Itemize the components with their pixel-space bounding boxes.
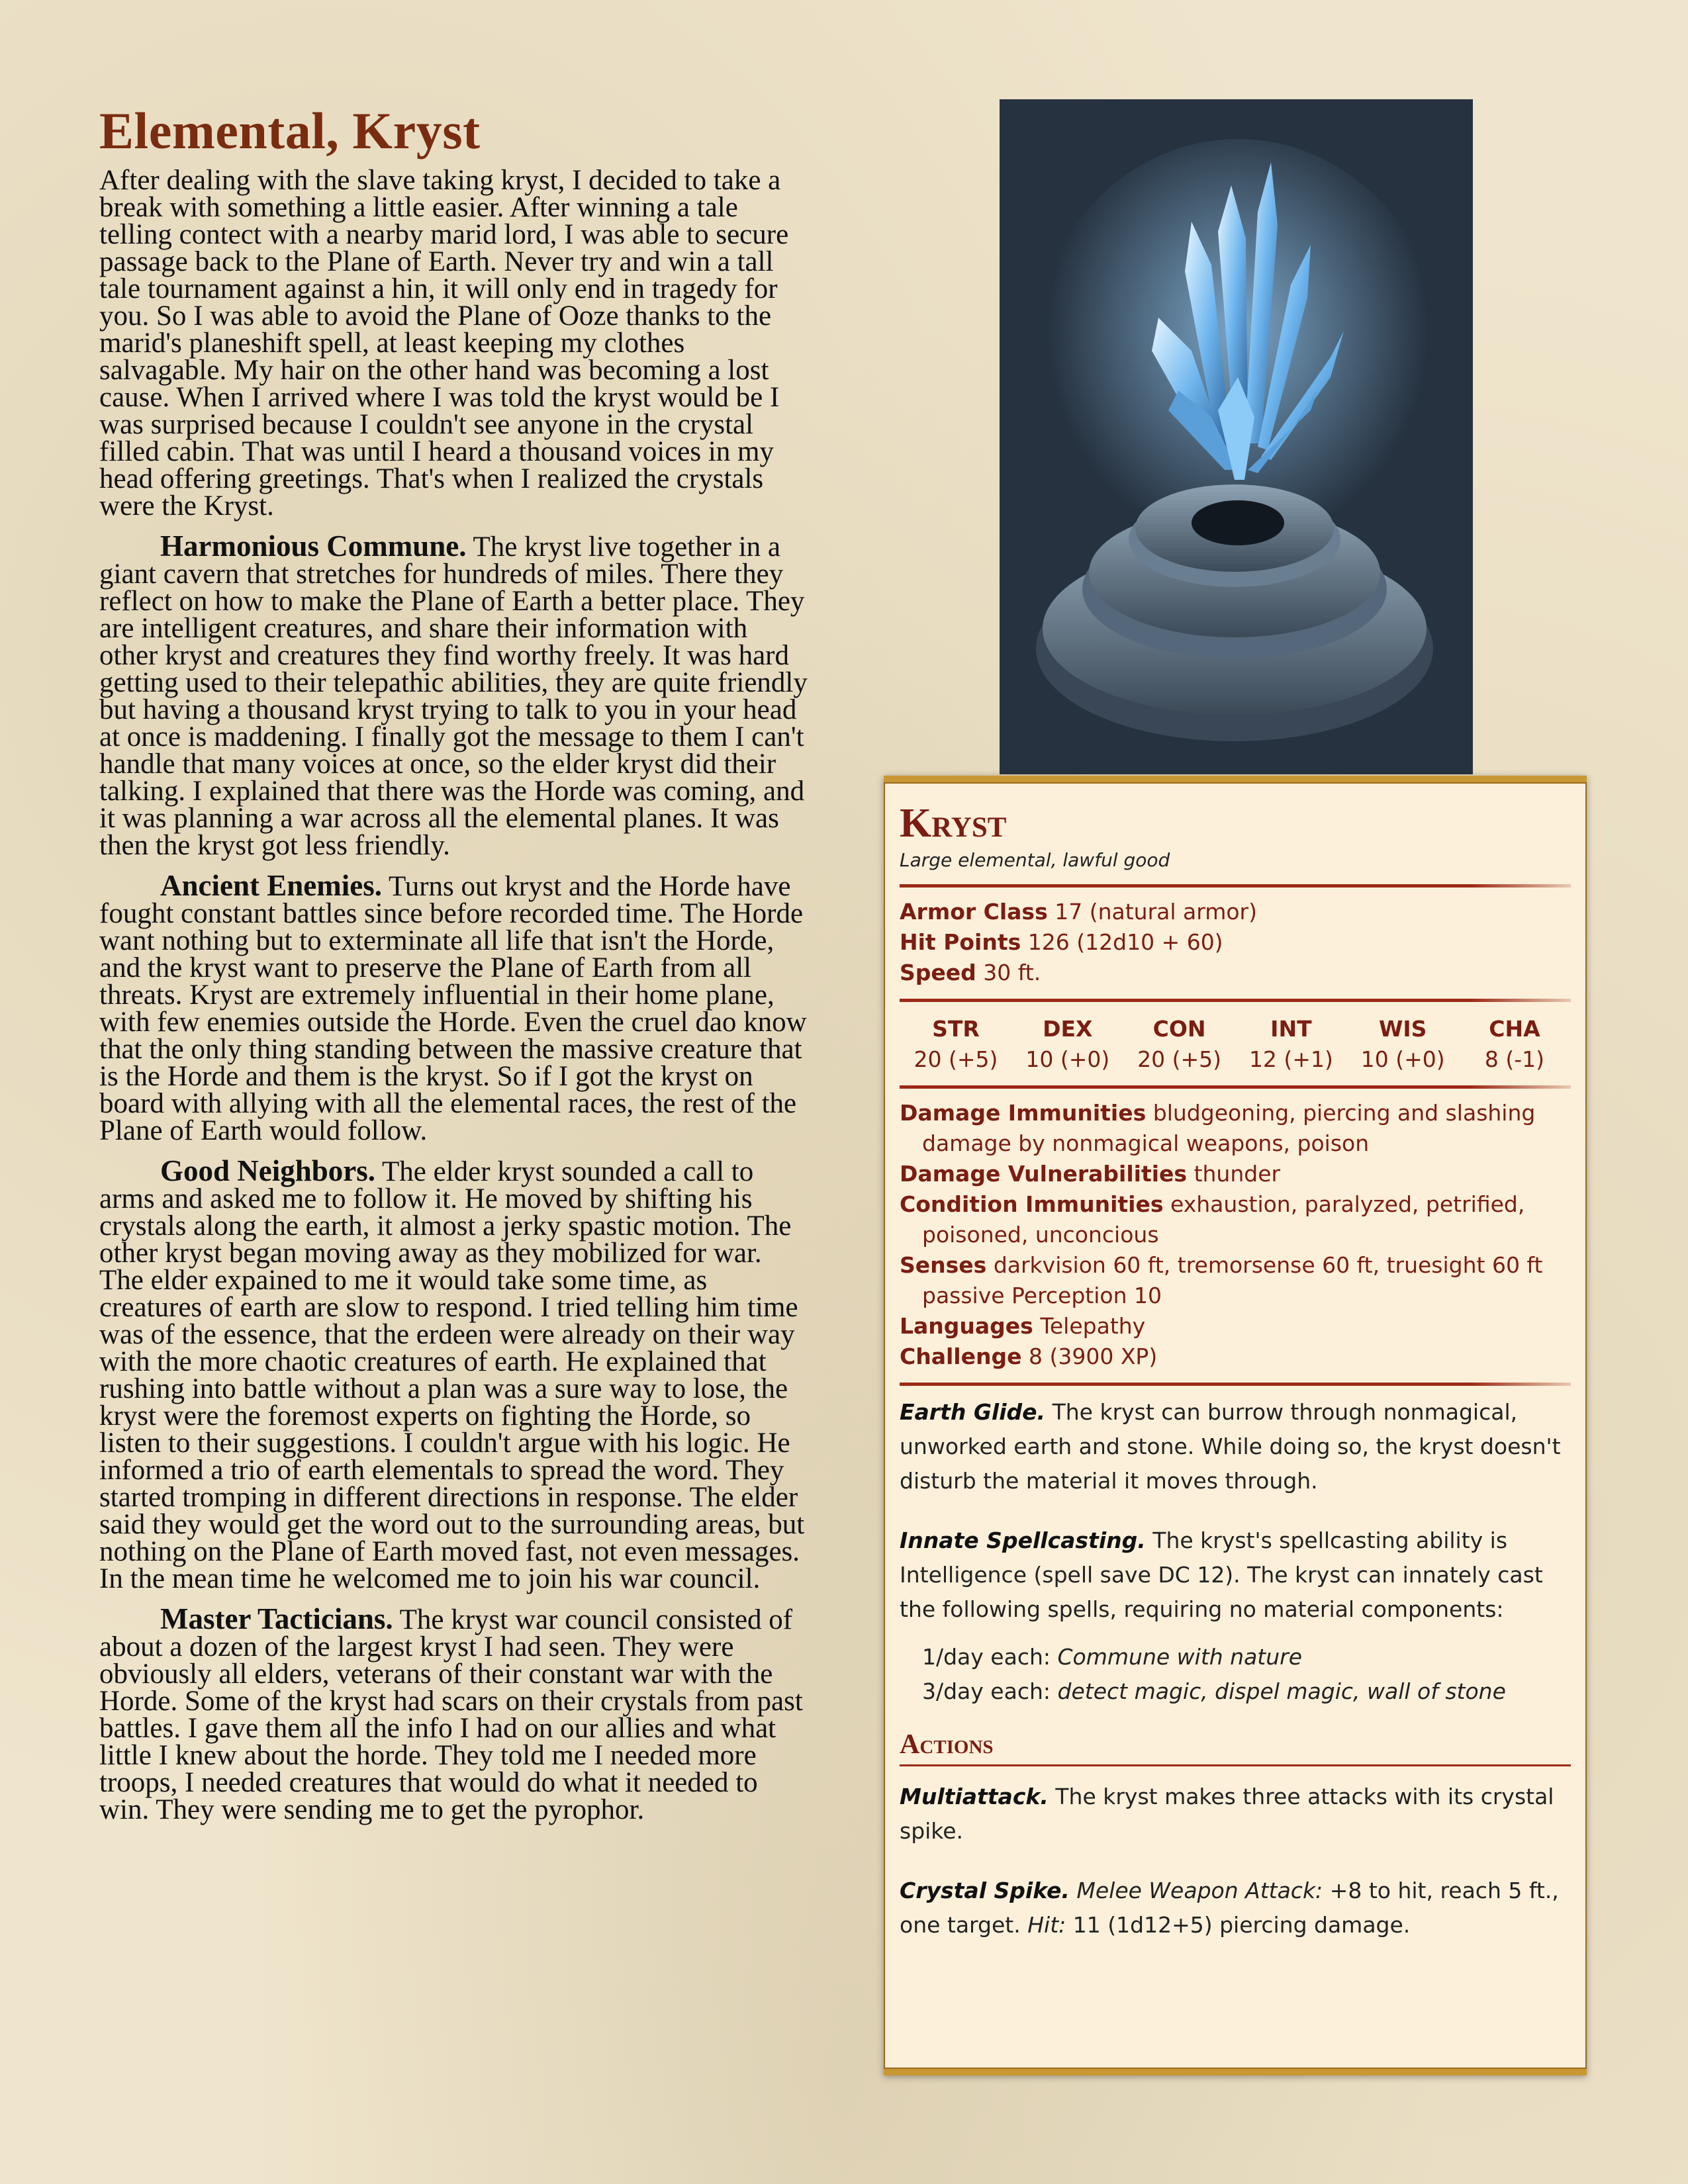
speed-label: Speed [900, 960, 976, 985]
ability-value: 20 (+5) [1137, 1046, 1222, 1072]
ability-value: 20 (+5) [914, 1046, 998, 1072]
ability-name: DEX [1043, 1016, 1093, 1042]
ability-int [1241, 1014, 1340, 1075]
damage-immunities-value: bludgeoning, piercing and slashing damage by nonmagical weapons, poison [922, 1100, 1536, 1156]
challenge-value: 8 (3900 XP) [1028, 1343, 1158, 1369]
languages-label: Languages [900, 1313, 1033, 1339]
ability-scores [900, 1011, 1571, 1075]
lore-column [99, 99, 808, 1837]
section-harmonious-commune [99, 529, 808, 861]
languages [900, 1311, 1571, 1342]
crystal-pedestal-image [1000, 99, 1473, 774]
action-damage: 11 (1d12+5) piercing damage. [1072, 1912, 1411, 1938]
ability-cha [1465, 1014, 1564, 1075]
section-heading: Harmonious Commune. [160, 529, 467, 563]
ability-name: CHA [1489, 1016, 1540, 1042]
spell-frequency: 3/day each: [922, 1678, 1051, 1704]
damage-immunities-label: Damage Immunities [900, 1100, 1147, 1126]
action-text: The kryst makes three attacks with its crystal spike. [900, 1784, 1554, 1844]
armor-class [900, 897, 1571, 927]
ability-wis [1353, 1014, 1452, 1075]
creature-name: Kryst [900, 801, 1007, 846]
speed [900, 958, 1571, 988]
ability-name: WIS [1378, 1016, 1427, 1042]
ability-str [906, 1014, 1006, 1075]
kryst-illustration [1000, 99, 1473, 774]
challenge-label: Challenge [900, 1343, 1022, 1369]
section-master-tacticians [99, 1602, 808, 1825]
hit-points [900, 927, 1571, 958]
damage-vulnerabilities [900, 1159, 1571, 1189]
damage-vulnerabilities-label: Damage Vulnerabilities [900, 1161, 1188, 1187]
senses [900, 1250, 1571, 1311]
hit-points-label: Hit Points [900, 929, 1021, 955]
languages-value: Telepathy [1040, 1313, 1146, 1339]
divider [900, 999, 1571, 1002]
condition-immunities-value: exhaustion, paralyzed, petrified, poisoned, unconcious [922, 1191, 1525, 1248]
ability-value: 12 (+1) [1248, 1046, 1333, 1072]
intro-paragraph: After dealing with the slave taking kryst, I decided to take a break with something a little easier. After winning a tale telling contect with a nearby marid lord, I was able to secure passage back to the Plane of Earth. Never try and win a tall tale tournament against a hin, it will only end in tragedy for you. So I was able to avoid the Plane of Ooze thanks to the marid's planeshift spell, at least keeping my clothes salvagable. My hair on the other hand was becoming a lost cause. When I arrived where I was told the kryst would be I was surprised because I couldn't see anyone in the crystal filled cabin. That was until I heard a thousand voices in my head offering greetings. That's when I realized the crystals were the Kryst. [99, 165, 789, 522]
ability-name: CON [1152, 1016, 1206, 1042]
hit-points-value: 126 (12d10 + 60) [1027, 929, 1223, 955]
challenge [900, 1342, 1571, 1372]
ability-con [1130, 1014, 1229, 1075]
section-text: Turns out kryst and the Horde have fought constant battles since before recorded time. The Horde want nothing but to exterminate all life that isn't the Horde, and the kryst want to preserve the Plane of Earth from all threats. Kryst are extremely influential in their home plane, with few enemies outside the Horde. Even the cruel dao know that the only thing standing between the massive creature that is the Horde and them is the kryst. So if I got the kryst on board with allying with all the elemental races, the rest of the Plane of Earth would follow. [99, 871, 807, 1146]
trait-earth-glide [900, 1395, 1571, 1498]
page-title: Elemental, Kryst [99, 102, 481, 159]
ability-value: 10 (+0) [1360, 1046, 1445, 1072]
trait-innate-spellcasting [900, 1524, 1571, 1627]
ability-name: INT [1270, 1016, 1312, 1042]
spell-row [922, 1674, 1571, 1709]
spell-row [922, 1640, 1571, 1674]
trait-text: The kryst can burrow through nonmagical, unworked earth and stone. While doing so, the kryst doesn't disturb the material it moves through. [900, 1399, 1561, 1494]
spell-names: detect magic, dispel magic, wall of stone [1057, 1678, 1506, 1704]
attack-type: Melee Weapon Attack: [1076, 1878, 1323, 1903]
trait-name: Innate Spellcasting. [900, 1527, 1146, 1553]
ability-value: 10 (+0) [1025, 1046, 1110, 1072]
actions-heading: Actions [900, 1726, 1571, 1766]
damage-immunities [900, 1098, 1571, 1159]
ability-dex [1018, 1014, 1117, 1075]
spell-names: Commune with nature [1057, 1644, 1303, 1670]
condition-immunities-label: Condition Immunities [900, 1191, 1164, 1217]
hit-label: Hit: [1027, 1912, 1066, 1938]
senses-value: darkvision 60 ft, tremorsense 60 ft, truesight 60 ft passive Perception 10 [922, 1252, 1543, 1308]
ability-value: 8 (-1) [1484, 1046, 1545, 1072]
trait-text: The kryst's spellcasting ability is Intelligence (spell save DC 12). The kryst can innately cast the following spells, requiring no material components: [900, 1527, 1543, 1622]
divider [900, 1085, 1571, 1089]
action-name: Multiattack. [900, 1784, 1049, 1809]
section-heading: Good Neighbors. [160, 1154, 376, 1187]
spell-frequency: 1/day each: [922, 1644, 1051, 1670]
section-heading: Master Tacticians. [160, 1602, 393, 1635]
action-text: +8 to hit, reach 5 ft., one target. [900, 1878, 1559, 1938]
action-name: Crystal Spike. [900, 1878, 1070, 1903]
divider [900, 884, 1571, 887]
section-text: The kryst war council consisted of about a dozen of the largest kryst I had seen. They were obviously all elders, veterans of their constant war with the Horde. Some of the kryst had scars on their crystals from past battles. I gave them all the info I had on our allies and what little I knew about the horde. They told me I needed more troops, I needed creatures that would do what it needed to win. They were sending me to get the pyrophor. [99, 1604, 803, 1825]
armor-class-value: 17 (natural armor) [1055, 899, 1258, 925]
armor-class-label: Armor Class [900, 899, 1048, 925]
stat-block [884, 776, 1587, 2075]
senses-label: Senses [900, 1252, 987, 1278]
ability-name: STR [932, 1016, 980, 1042]
condition-immunities [900, 1189, 1571, 1250]
section-text: The kryst live together in a giant cavern that stretches for hundreds of miles. There they reflect on how to make the Plane of Earth a better place. They are intelligent creatures, and share their information with other kryst and creatures they find worthy freely. It was hard getting used to their telepathic abilities, they are quite friendly but having a thousand kryst trying to talk to you in your head at once is maddening. I finally got the message to them I can't handle that many voices at once, so the elder kryst did their talking. I explained that there was the Horde was coming, and it was planning a war across all the elemental planes. It was then the kryst got less friendly. [99, 531, 808, 861]
action-crystal-spike [900, 1874, 1571, 1942]
divider [900, 1383, 1571, 1386]
speed-value: 30 ft. [983, 960, 1041, 985]
trait-name: Earth Glide. [900, 1399, 1046, 1425]
section-good-neighbors [99, 1154, 808, 1594]
creature-type: Large elemental, lawful good [900, 849, 1170, 871]
damage-vulnerabilities-value: thunder [1194, 1161, 1281, 1187]
section-heading: Ancient Enemies. [160, 869, 382, 902]
section-ancient-enemies [99, 869, 808, 1146]
section-text: The elder kryst sounded a call to arms and asked me to follow it. He moved by shifting his crystals along the earth, it almost a jerky spastic motion. The other kryst began moving away as they mobilized for war. The elder expained to me it would take some time, as creatures of earth are slow to respond. I tried telling him time was of the essence, that the erdeen were already on their way with the more chaotic creatures of earth. He explained that rushing into battle without a plan was a sure way to lose, the kryst were the foremost experts on fighting the Horde, so listen to their suggestions. I couldn't argue with his logic. He informed a trio of earth elementals to spread the word. They started tromping in different directions in response. The elder said they would get the word out to the surrounding areas, but nothing on the Plane of Earth moved fast, not even messages. In the mean time he welcomed me to join his war council. [99, 1156, 805, 1594]
spell-list [900, 1640, 1571, 1709]
action-multiattack [900, 1780, 1571, 1848]
